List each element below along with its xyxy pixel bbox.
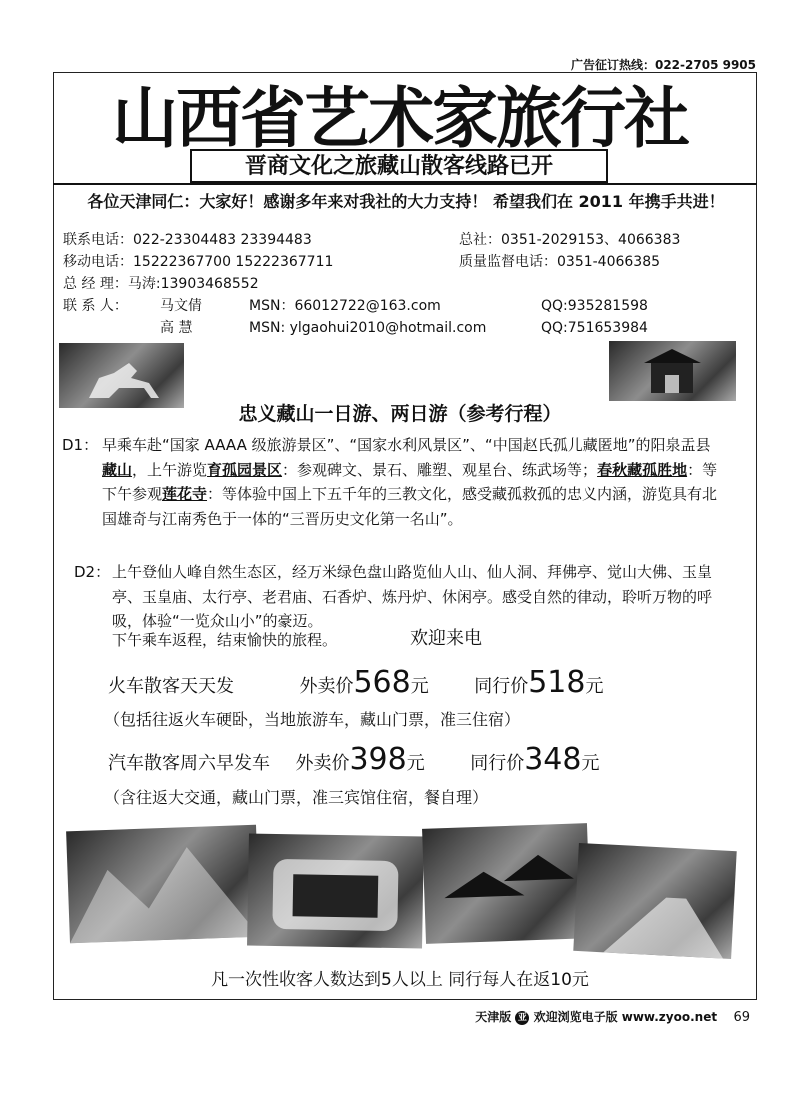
contact1-msn: MSN：66012722@163.com (249, 298, 441, 314)
contact2-qq: QQ:751653984 (541, 320, 648, 336)
temple-complex-photo (422, 823, 591, 944)
welcome-call: 欢迎来电 (410, 628, 482, 649)
train-trade-label: 同行价 (474, 676, 529, 697)
manager: 总 经 理：马涛:13903468552 (63, 276, 259, 292)
contact-phone: 联系电话：022-23304483 23394483 (63, 232, 312, 248)
bus-label: 汽车散客周六早发车 (108, 753, 270, 774)
itinerary-title: 忠义藏山一日游、两日游（参考行程） (238, 403, 562, 425)
stele-icon (247, 833, 424, 948)
hq-phone: 总社：0351-2029153、4066383 (459, 232, 681, 248)
page-footer (475, 1008, 750, 1025)
day1-highlight-chunqiu: 春秋藏孤胜地 (597, 460, 688, 479)
bus-price-row (108, 742, 600, 779)
group-rebate-note: 凡一次性收客人数达到5人以上 同行每人在返10元 (211, 970, 589, 990)
bus-retail-unit: 元 (406, 753, 425, 774)
road-photo (573, 843, 736, 959)
day1-label: D1： (62, 436, 99, 454)
mobile-phone: 移动电话：15222367700 15222367711 (63, 254, 334, 270)
bus-retail-price: 398 (349, 742, 407, 777)
day2-label: D2： (74, 563, 111, 581)
train-price-row (108, 665, 604, 702)
day1-part3: ：参观碑文、景石、雕塑、观星台、练武场等； (282, 460, 598, 479)
train-price-note: （包括往返火车硬卧，当地旅游车，藏山门票，准三住宿） (104, 710, 521, 729)
temple-photo (609, 341, 736, 401)
page-number: 69 (733, 1010, 750, 1025)
contact-label: 联 系 人： (63, 298, 128, 314)
ad-hotline: 广告征订热线：022-2705 9905 (570, 58, 756, 72)
contact2-name: 高 慧 (160, 320, 193, 336)
day1-highlight-yuguyuan: 育孤园景区 (207, 460, 283, 479)
bus-trade-label: 同行价 (470, 753, 525, 774)
temple-roofs-icon (422, 823, 591, 944)
zhongya-logo-icon: 亚 (515, 1011, 529, 1025)
subtitle: 晋商文化之旅藏山散客线路已开 (244, 153, 553, 179)
day1-part4: ：等下午参观 (102, 460, 718, 503)
day1-part2: ，上午游览 (132, 460, 208, 479)
day1-highlight-lianhuasi: 莲花寺 (162, 485, 208, 503)
train-trade-price: 518 (528, 665, 586, 700)
agency-title: 山西省艺术家旅行社 (112, 80, 688, 157)
bus-trade-price: 348 (524, 742, 582, 777)
day2-text: 上午登仙人峰自然生态区，经万米绿色盘山路览仙人山、仙人洞、拜佛亭、觉山大佛、玉皇亭、玉皇庙、太行亭、老君庙、石香炉、炼丹炉、休闲亭。感受自然的律动，聆听万物的呼吸，体验“一览众山小”的豪迈。 (112, 563, 713, 630)
contact1-name: 马文倩 (160, 298, 202, 314)
day1-highlight-cangshan: 藏山 (102, 460, 133, 479)
stele-photo (247, 833, 424, 948)
footer-website[interactable]: 欢迎浏览电子版 www.zyoo.net (533, 1010, 718, 1024)
temple-icon (609, 341, 736, 401)
statue-photo (59, 343, 184, 408)
train-label: 火车散客天天发 (108, 676, 234, 697)
horse-statue-icon (59, 343, 184, 408)
contact1-qq: QQ:935281598 (541, 298, 648, 314)
contact2-msn: MSN: ylgaohui2010@hotmail.com (249, 320, 487, 336)
train-retail-price: 568 (353, 665, 411, 700)
mountain-photo (66, 825, 260, 944)
mountain-icon (66, 825, 260, 944)
train-trade-unit: 元 (585, 676, 604, 697)
day2-return: 下午乘车返程，结束愉快的旅程。 (112, 631, 338, 649)
bus-retail-label: 外卖价 (295, 753, 350, 774)
day1-part5: ：等体验中国上下五千年的三教文化，感受藏孤救孤的忠义内涵，游览具有北国雄奇与江南秀色于一体的“三晋历史文化第一名山”。 (102, 485, 718, 528)
footer-edition: 天津版 (475, 1010, 512, 1024)
day1-part1: 早乘车赴“国家 AAAA 级旅游景区”、“国家水利风景区”、“中国赵氏孤儿藏匿地”的阳泉盂县 (102, 436, 711, 454)
header-divider (53, 183, 757, 185)
quality-phone: 质量监督电话：0351-4066385 (459, 254, 661, 270)
bus-trade-unit: 元 (581, 753, 600, 774)
bus-price-note: （含往返大交通，藏山门票，准三宾馆住宿，餐自理） (104, 788, 489, 807)
train-retail-label: 外卖价 (299, 676, 354, 697)
day1-text (102, 433, 720, 531)
road-icon (573, 843, 736, 959)
greeting: 各位天津同仁：大家好！感谢多年来对我社的大力支持！ 希望我们在 2011 年携手共进！ (87, 192, 725, 211)
train-retail-unit: 元 (410, 676, 429, 697)
